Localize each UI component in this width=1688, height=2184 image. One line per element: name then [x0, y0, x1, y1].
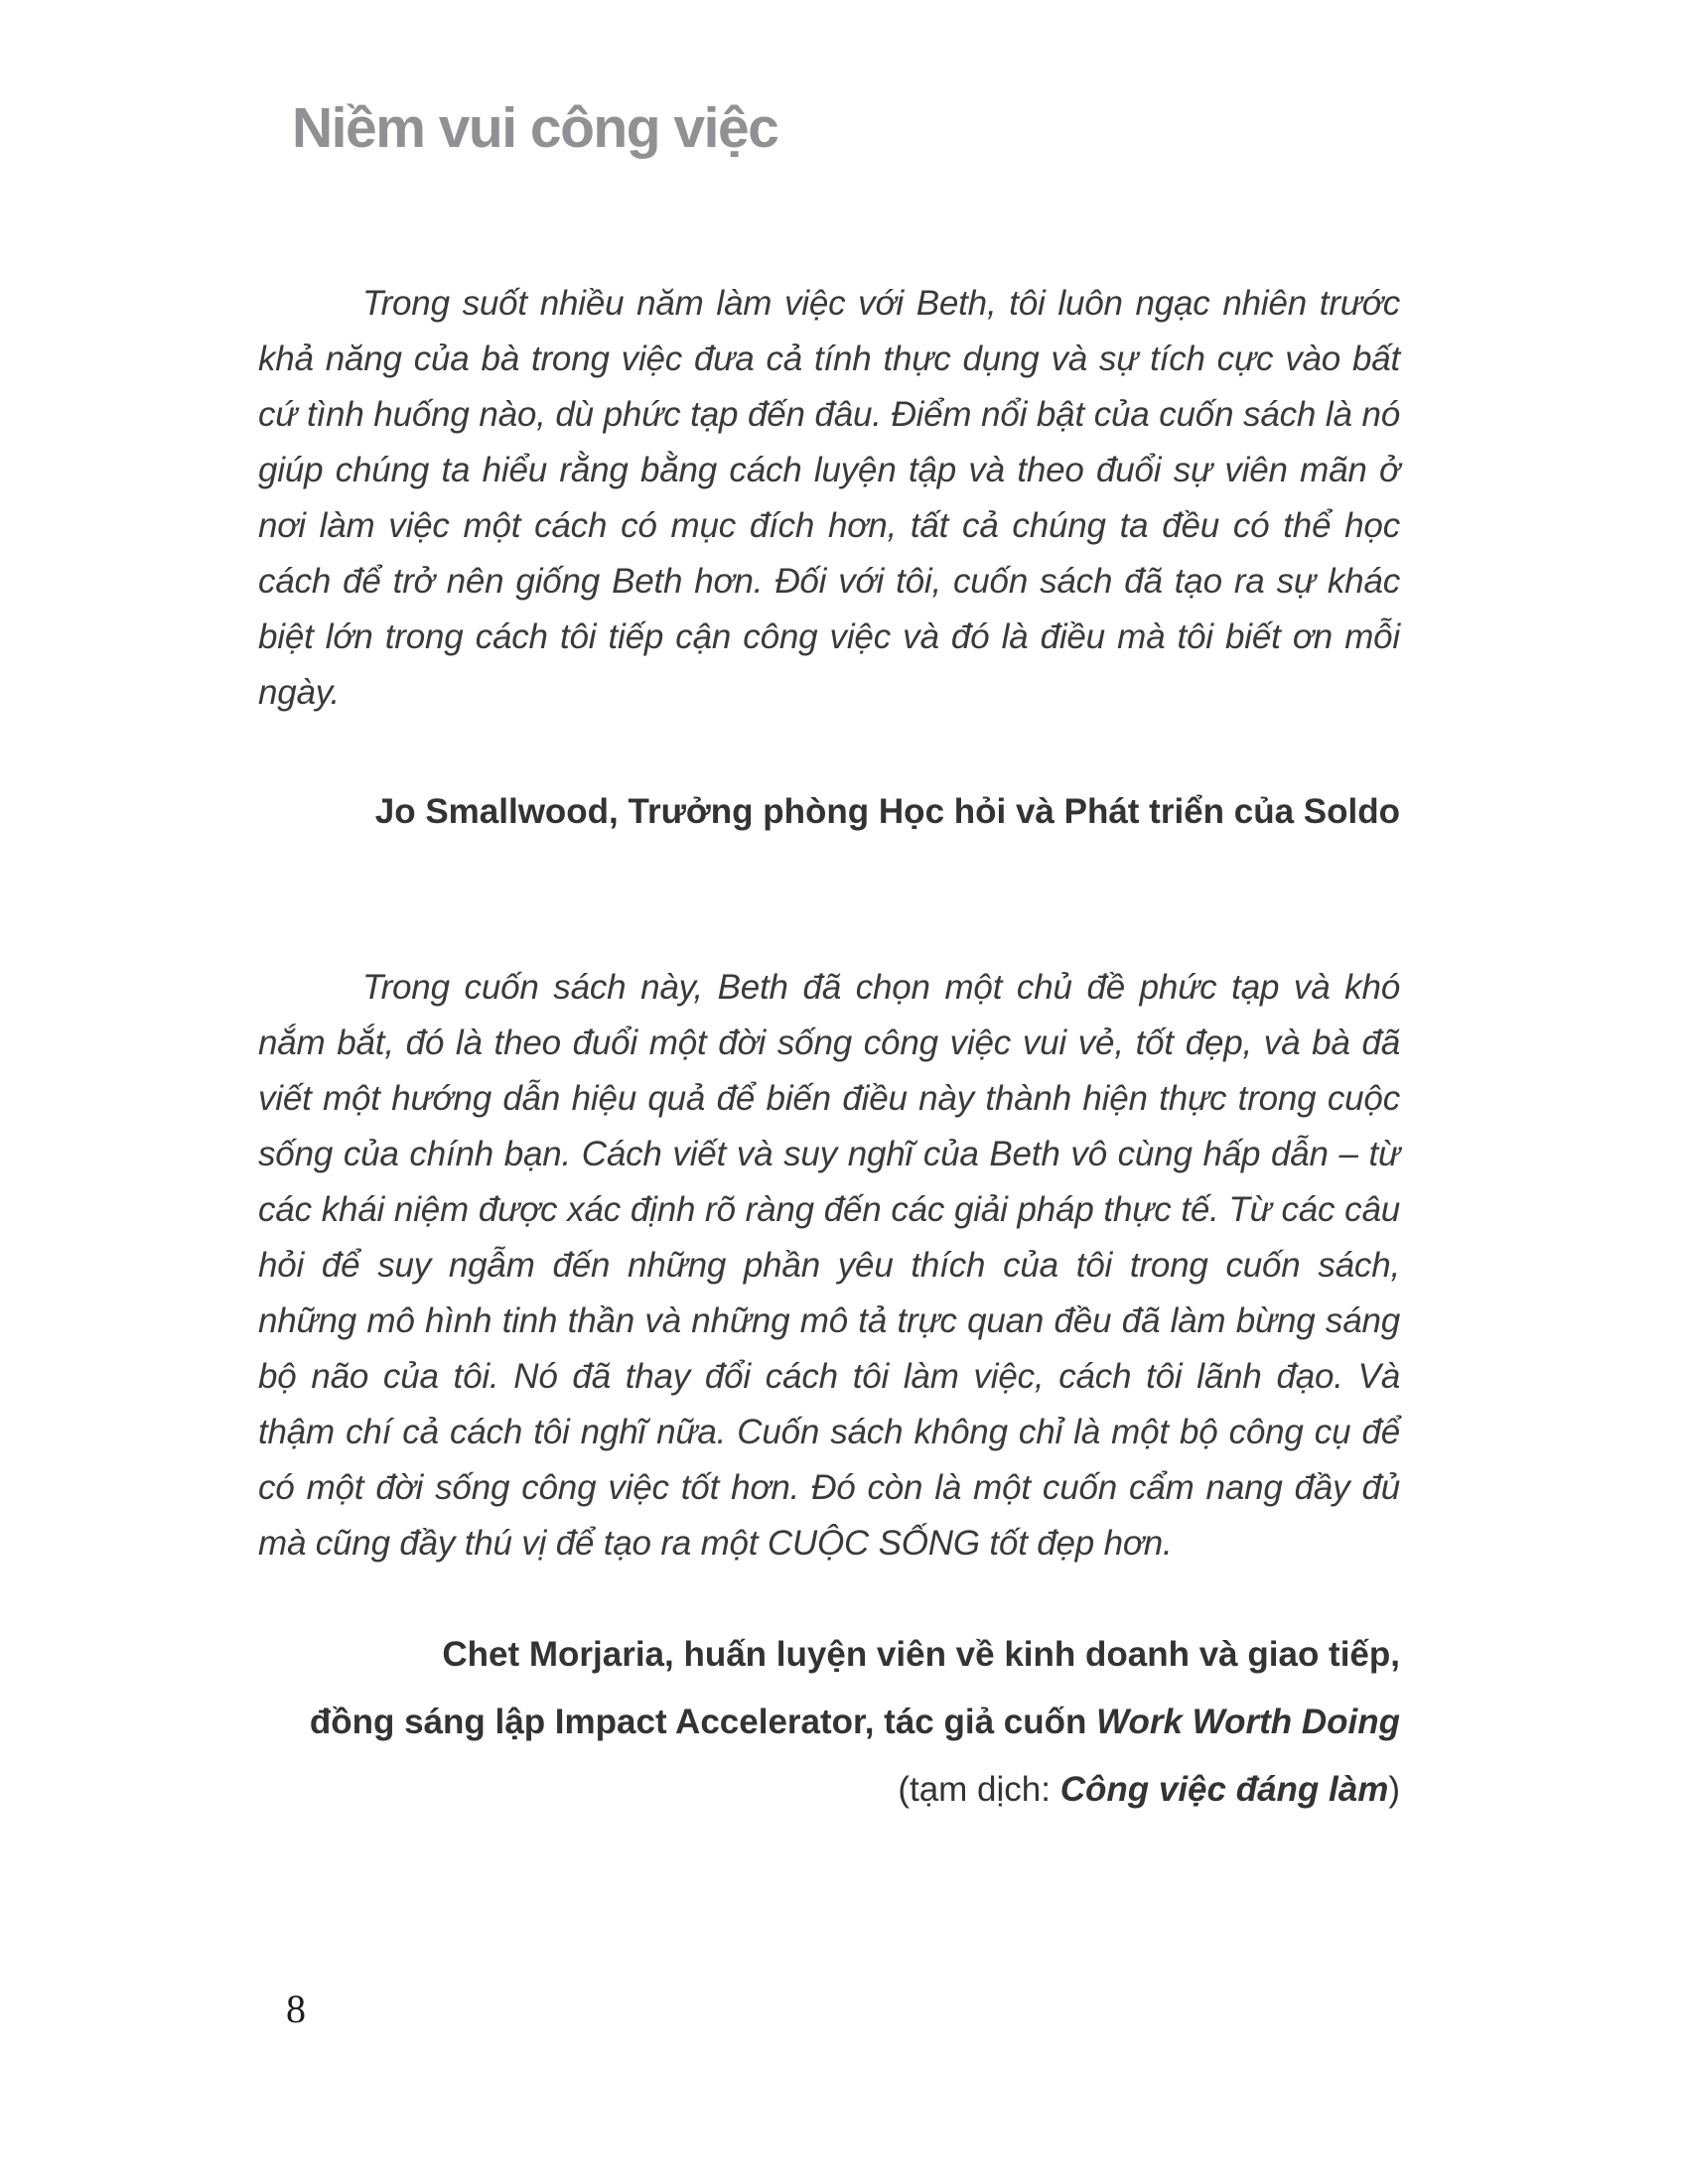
text-column: [258, 0, 1400, 1824]
translation-note-suffix: ): [1388, 1770, 1400, 1809]
testimonial-1-quote: Trong suốt nhiều năm làm việc với Beth, tôi luôn ngạc nhiên trước khả năng của bà trong việc đưa cả tính thực dụng và sự tích cực vào bất cứ tình huống nào, dù phức tạp đến đâu. Điểm nổi bật của cuốn sách là nó giúp chúng ta hiểu rằng bằng cách luyện tập và theo đuổi sự viên mãn ở nơi làm việc một cách có mục đích hơn, tất cả chúng ta đều có thể học cách để trở nên giống Beth hơn. Đối với tôi, cuốn sách đã tạo ra sự khác biệt lớn trong cách tôi tiếp cận công việc và đó là điều mà tôi biết ơn mỗi ngày.: [258, 284, 1400, 712]
testimonial-1-attribution: Jo Smallwood, Trưởng phòng Học hỏi và Phát triển của Soldo: [374, 792, 1400, 831]
attribution-role: đồng sáng lập Impact Accelerator, tác giả cuốn: [309, 1703, 1097, 1741]
attribution-line-3: [258, 1756, 1400, 1824]
translation-note-prefix: (tạm dịch:: [898, 1770, 1060, 1809]
attribution-line-2: [258, 1689, 1400, 1756]
page-number: 8: [286, 1986, 306, 2031]
attribution-author: Chet Morjaria, huấn luyện viên về kinh doanh và giao tiếp,: [442, 1635, 1400, 1674]
testimonial-1: [258, 276, 1400, 846]
book-title-translated: Công việc đáng làm: [1059, 1770, 1389, 1809]
attribution-line-1: [258, 1621, 1400, 1689]
testimonial-2-quote: Trong cuốn sách này, Beth đã chọn một chủ đề phức tạp và khó nắm bắt, đó là theo đuổi một đời sống công việc vui vẻ, tốt đẹp, và bà đã viết một hướng dẫn hiệu quả để biến điều này thành hiện thực trong cuộc sống của chính bạn. Cách viết và suy nghĩ của Beth vô cùng hấp dẫn – từ các khái niệm được xác định rõ ràng đến các giải pháp thực tế. Từ các câu hỏi để suy ngẫm đến những phần yêu thích của tôi trong cuốn sách, những mô hình tinh thần và những mô tả trực quan đều đã làm bừng sáng bộ não của tôi. Nó đã thay đổi cách tôi làm việc, cách tôi lãnh đạo. Và thậm chí cả cách tôi nghĩ nữa. Cuốn sách không chỉ là một bộ công cụ để có một đời sống công việc tốt hơn. Đó còn là một cuốn cẩm nang đầy đủ mà cũng đầy thú vị để tạo ra một CUỘC SỐNG tốt đẹp hơn.: [258, 968, 1400, 1563]
testimonial-2-attribution: [258, 1621, 1400, 1824]
page-title: Niềm vui công việc: [292, 96, 778, 160]
book-title-original: Work Worth Doing: [1096, 1703, 1400, 1741]
testimonial-2: [258, 960, 1400, 1824]
